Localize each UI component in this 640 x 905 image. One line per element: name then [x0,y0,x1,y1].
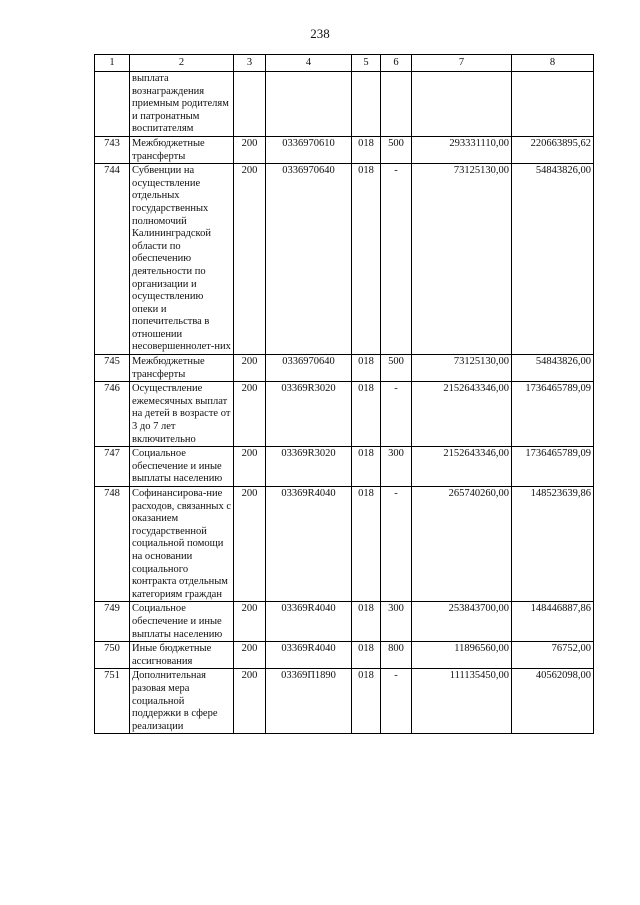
table-header-row [95,55,594,72]
row-col4: 03369R4040 [266,642,352,669]
row-col7: 2152643346,00 [412,447,512,487]
table-row [95,487,594,602]
row-col3 [234,72,266,137]
row-col7 [412,72,512,137]
row-number [95,72,130,137]
row-name: Межбюджетные трансферты [130,136,234,163]
row-col3: 200 [234,487,266,602]
row-col3: 200 [234,447,266,487]
row-col3: 200 [234,355,266,382]
row-col5: 018 [352,447,381,487]
row-col6: - [381,669,412,734]
row-col3: 200 [234,669,266,734]
row-col3: 200 [234,164,266,355]
row-col7: 73125130,00 [412,164,512,355]
row-col5: 018 [352,487,381,602]
row-name: Межбюджетные трансферты [130,355,234,382]
row-col6: - [381,382,412,447]
row-name: Субвенции на осуществление отдельных государственных полномочий Калининградской области по обеспечению деятельности по организации и осуществлению опеки и попечительства в отношении несовершеннолет-них [130,164,234,355]
column-header-2: 2 [130,55,234,72]
column-header-4: 4 [266,55,352,72]
row-col5: 018 [352,136,381,163]
row-col7: 265740260,00 [412,487,512,602]
row-name: Социальное обеспечение и иные выплаты населению [130,602,234,642]
row-col3: 200 [234,602,266,642]
row-col4: 0336970610 [266,136,352,163]
table-row [95,164,594,355]
row-col8: 1736465789,09 [512,447,594,487]
row-col8: 1736465789,09 [512,382,594,447]
table-row [95,72,594,137]
row-number: 744 [95,164,130,355]
row-number: 747 [95,447,130,487]
row-name: Софинансирова-ние расходов, связанных с оказанием государственной социальной помощи на основании социального контракта отдельным категориям граждан [130,487,234,602]
row-col8: 54843826,00 [512,164,594,355]
row-col7: 253843700,00 [412,602,512,642]
column-header-6: 6 [381,55,412,72]
table-row [95,447,594,487]
row-number: 746 [95,382,130,447]
row-col7: 11896560,00 [412,642,512,669]
row-col7: 111135450,00 [412,669,512,734]
row-col7: 293331110,00 [412,136,512,163]
row-col8: 54843826,00 [512,355,594,382]
table-row [95,669,594,734]
row-col6: 800 [381,642,412,669]
table-row [95,382,594,447]
row-name: Осуществление ежемесячных выплат на детей в возрасте от 3 до 7 лет включительно [130,382,234,447]
column-header-1: 1 [95,55,130,72]
row-number: 751 [95,669,130,734]
row-col4: 0336970640 [266,164,352,355]
row-col4: 0336970640 [266,355,352,382]
row-name: Иные бюджетные ассигнования [130,642,234,669]
row-col5: 018 [352,602,381,642]
row-col4: 03369R4040 [266,602,352,642]
row-col5: 018 [352,642,381,669]
table-row [95,136,594,163]
row-col5: 018 [352,382,381,447]
column-header-3: 3 [234,55,266,72]
row-col4 [266,72,352,137]
row-col6: 500 [381,136,412,163]
row-col6: 300 [381,447,412,487]
column-header-5: 5 [352,55,381,72]
row-col4: 03369П1890 [266,669,352,734]
row-number: 743 [95,136,130,163]
row-col6: 300 [381,602,412,642]
row-col5 [352,72,381,137]
row-name: Социальное обеспечение и иные выплаты населению [130,447,234,487]
row-col6: - [381,164,412,355]
row-col5: 018 [352,164,381,355]
page-number: 238 [310,26,330,41]
row-number: 750 [95,642,130,669]
table-row [95,642,594,669]
row-number: 745 [95,355,130,382]
column-header-8: 8 [512,55,594,72]
row-name: Дополнительная разовая мера социальной поддержки в сфере реализации [130,669,234,734]
row-col8: 148523639,86 [512,487,594,602]
row-col3: 200 [234,136,266,163]
row-col8: 40562098,00 [512,669,594,734]
table-row [95,355,594,382]
row-col6 [381,72,412,137]
column-header-7: 7 [412,55,512,72]
budget-table [94,54,594,734]
row-col4: 03369R4040 [266,487,352,602]
row-col3: 200 [234,382,266,447]
row-col5: 018 [352,355,381,382]
table-row [95,602,594,642]
row-number: 749 [95,602,130,642]
row-col4: 03369R3020 [266,382,352,447]
row-col7: 2152643346,00 [412,382,512,447]
row-name: выплата вознаграждения приемным родителям и патронатным воспитателям [130,72,234,137]
row-col5: 018 [352,669,381,734]
row-col4: 03369R3020 [266,447,352,487]
row-col8: 76752,00 [512,642,594,669]
row-number: 748 [95,487,130,602]
row-col3: 200 [234,642,266,669]
row-col8: 220663895,62 [512,136,594,163]
row-col7: 73125130,00 [412,355,512,382]
row-col6: - [381,487,412,602]
row-col8: 148446887,86 [512,602,594,642]
row-col8 [512,72,594,137]
row-col6: 500 [381,355,412,382]
